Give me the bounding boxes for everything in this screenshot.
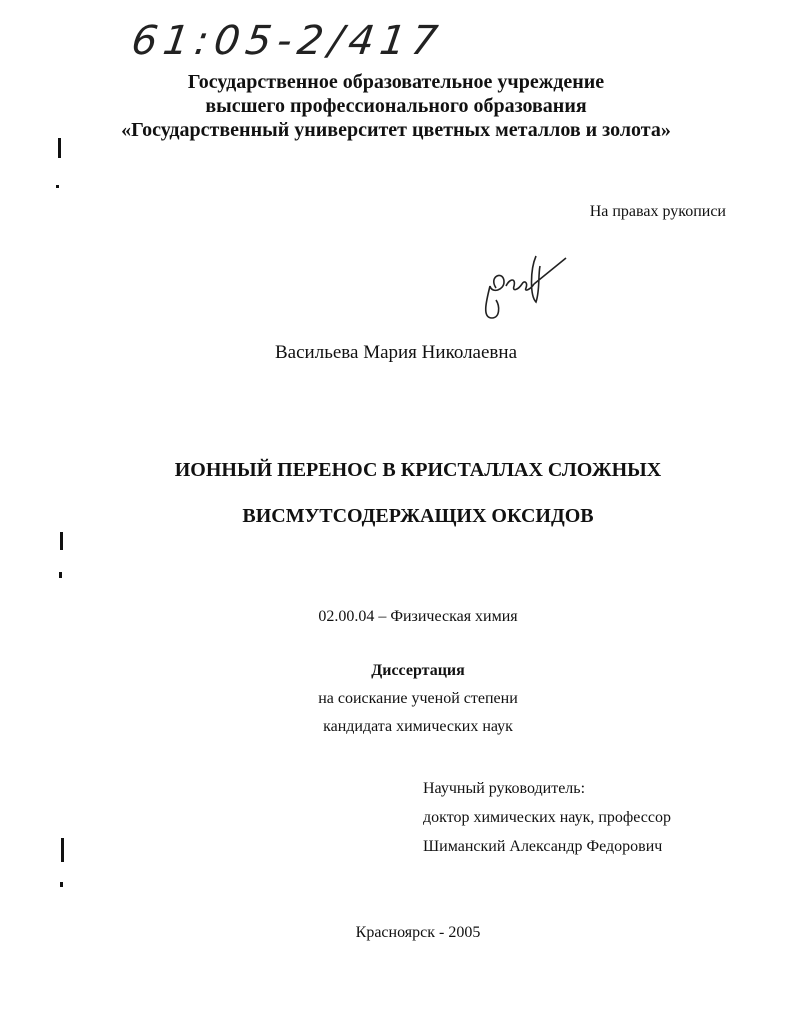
- margin-mark: [56, 185, 59, 188]
- thesis-title-line-2: ВИСМУТСОДЕРЖАЩИХ ОКСИДОВ: [242, 505, 594, 527]
- author-name: Васильева Мария Николаевна: [275, 342, 517, 363]
- supervisor-title: доктор химических наук, профессор: [423, 809, 671, 826]
- margin-mark: [60, 532, 63, 550]
- degree-line-1: на соискание ученой степени: [318, 690, 518, 707]
- supervisor-block: [423, 774, 671, 861]
- city-year: Красноярск - 2005: [355, 924, 481, 941]
- supervisor-name: Шиманский Александр Федорович: [423, 838, 663, 855]
- specialty-code: 02.00.04 – Физическая химия: [318, 608, 518, 625]
- degree-line-2: кандидата химических наук: [323, 718, 513, 735]
- institution-line-1: Государственное образовательное учреждение: [187, 71, 605, 93]
- margin-mark: [58, 138, 61, 158]
- supervisor-label: Научный руководитель:: [423, 780, 586, 797]
- margin-mark: [59, 572, 62, 578]
- author-signature: [478, 246, 568, 326]
- thesis-title-line-1: ИОННЫЙ ПЕРЕНОС В КРИСТАЛЛАХ СЛОЖНЫХ: [174, 459, 662, 481]
- handwritten-catalog-number: 61:05-2/417: [128, 18, 447, 64]
- manuscript-rights-note: На правах рукописи: [589, 203, 726, 220]
- margin-mark: [61, 838, 64, 862]
- degree-block: [0, 657, 792, 741]
- institution-line-2: высшего профессионального образования: [205, 95, 587, 117]
- dissertation-label: Диссертация: [371, 662, 465, 679]
- institution-line-3: «Государственный университет цветных металлов и золота»: [121, 119, 671, 141]
- margin-mark: [60, 882, 63, 887]
- institution-header: [0, 70, 792, 142]
